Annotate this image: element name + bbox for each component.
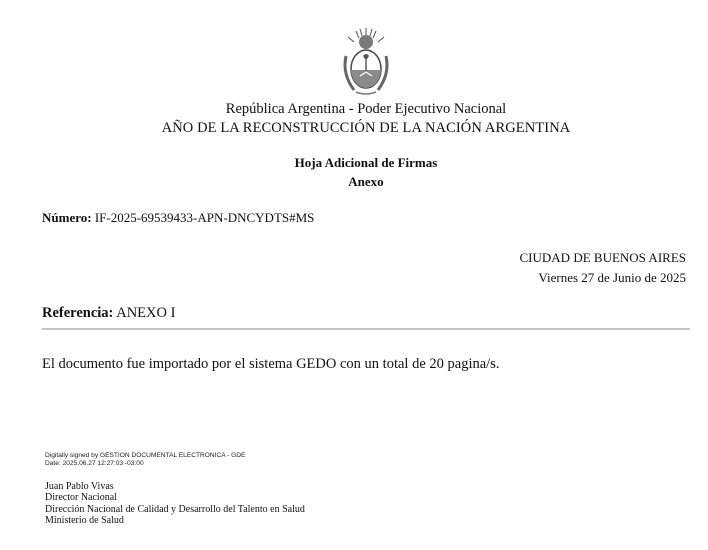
- signer-department: Dirección Nacional de Calidad y Desarrollo del Talento en Salud: [45, 503, 305, 515]
- document-number-label: Número:: [42, 210, 92, 225]
- signer-ministry: Ministerio de Salud: [45, 514, 124, 526]
- document-subtitle: Anexo: [348, 174, 384, 189]
- document-body-text: El documento fue importado por el sistema GEDO con un total de 20 pagina/s.: [42, 356, 500, 372]
- document-date: Viernes 27 de Junio de 2025: [538, 270, 686, 285]
- document-title: Hoja Adicional de Firmas: [294, 155, 438, 170]
- reference-value: ANEXO I: [116, 305, 176, 321]
- reference-row: [42, 305, 175, 322]
- digital-signature-signed-by: Digitally signed by GESTION DOCUMENTAL ELECTRONICA - GDE: [45, 452, 246, 459]
- reference-label: Referencia:: [42, 305, 114, 321]
- signer-block: [45, 481, 305, 526]
- digital-signature-date: Date: 2025.06.27 12:27:03 -03:00: [45, 459, 144, 467]
- signer-name: Juan Pablo Vivas: [45, 481, 114, 492]
- signer-position: Director Nacional: [45, 492, 117, 504]
- digital-signature-stamp: [45, 452, 245, 467]
- document-number-row: [42, 210, 314, 226]
- year-motto-line: AÑO DE LA RECONSTRUCCIÓN DE LA NACIÓN ARGENTINA: [161, 120, 571, 136]
- government-header-line1: República Argentina - Poder Ejecutivo Nacional: [225, 101, 507, 117]
- argentina-coat-of-arms-icon: [338, 26, 394, 98]
- horizontal-divider: [42, 328, 690, 330]
- city-label: CIUDAD DE BUENOS AIRES: [519, 250, 686, 265]
- document-number-value: IF-2025-69539433-APN-DNCYDTS#MS: [94, 210, 315, 225]
